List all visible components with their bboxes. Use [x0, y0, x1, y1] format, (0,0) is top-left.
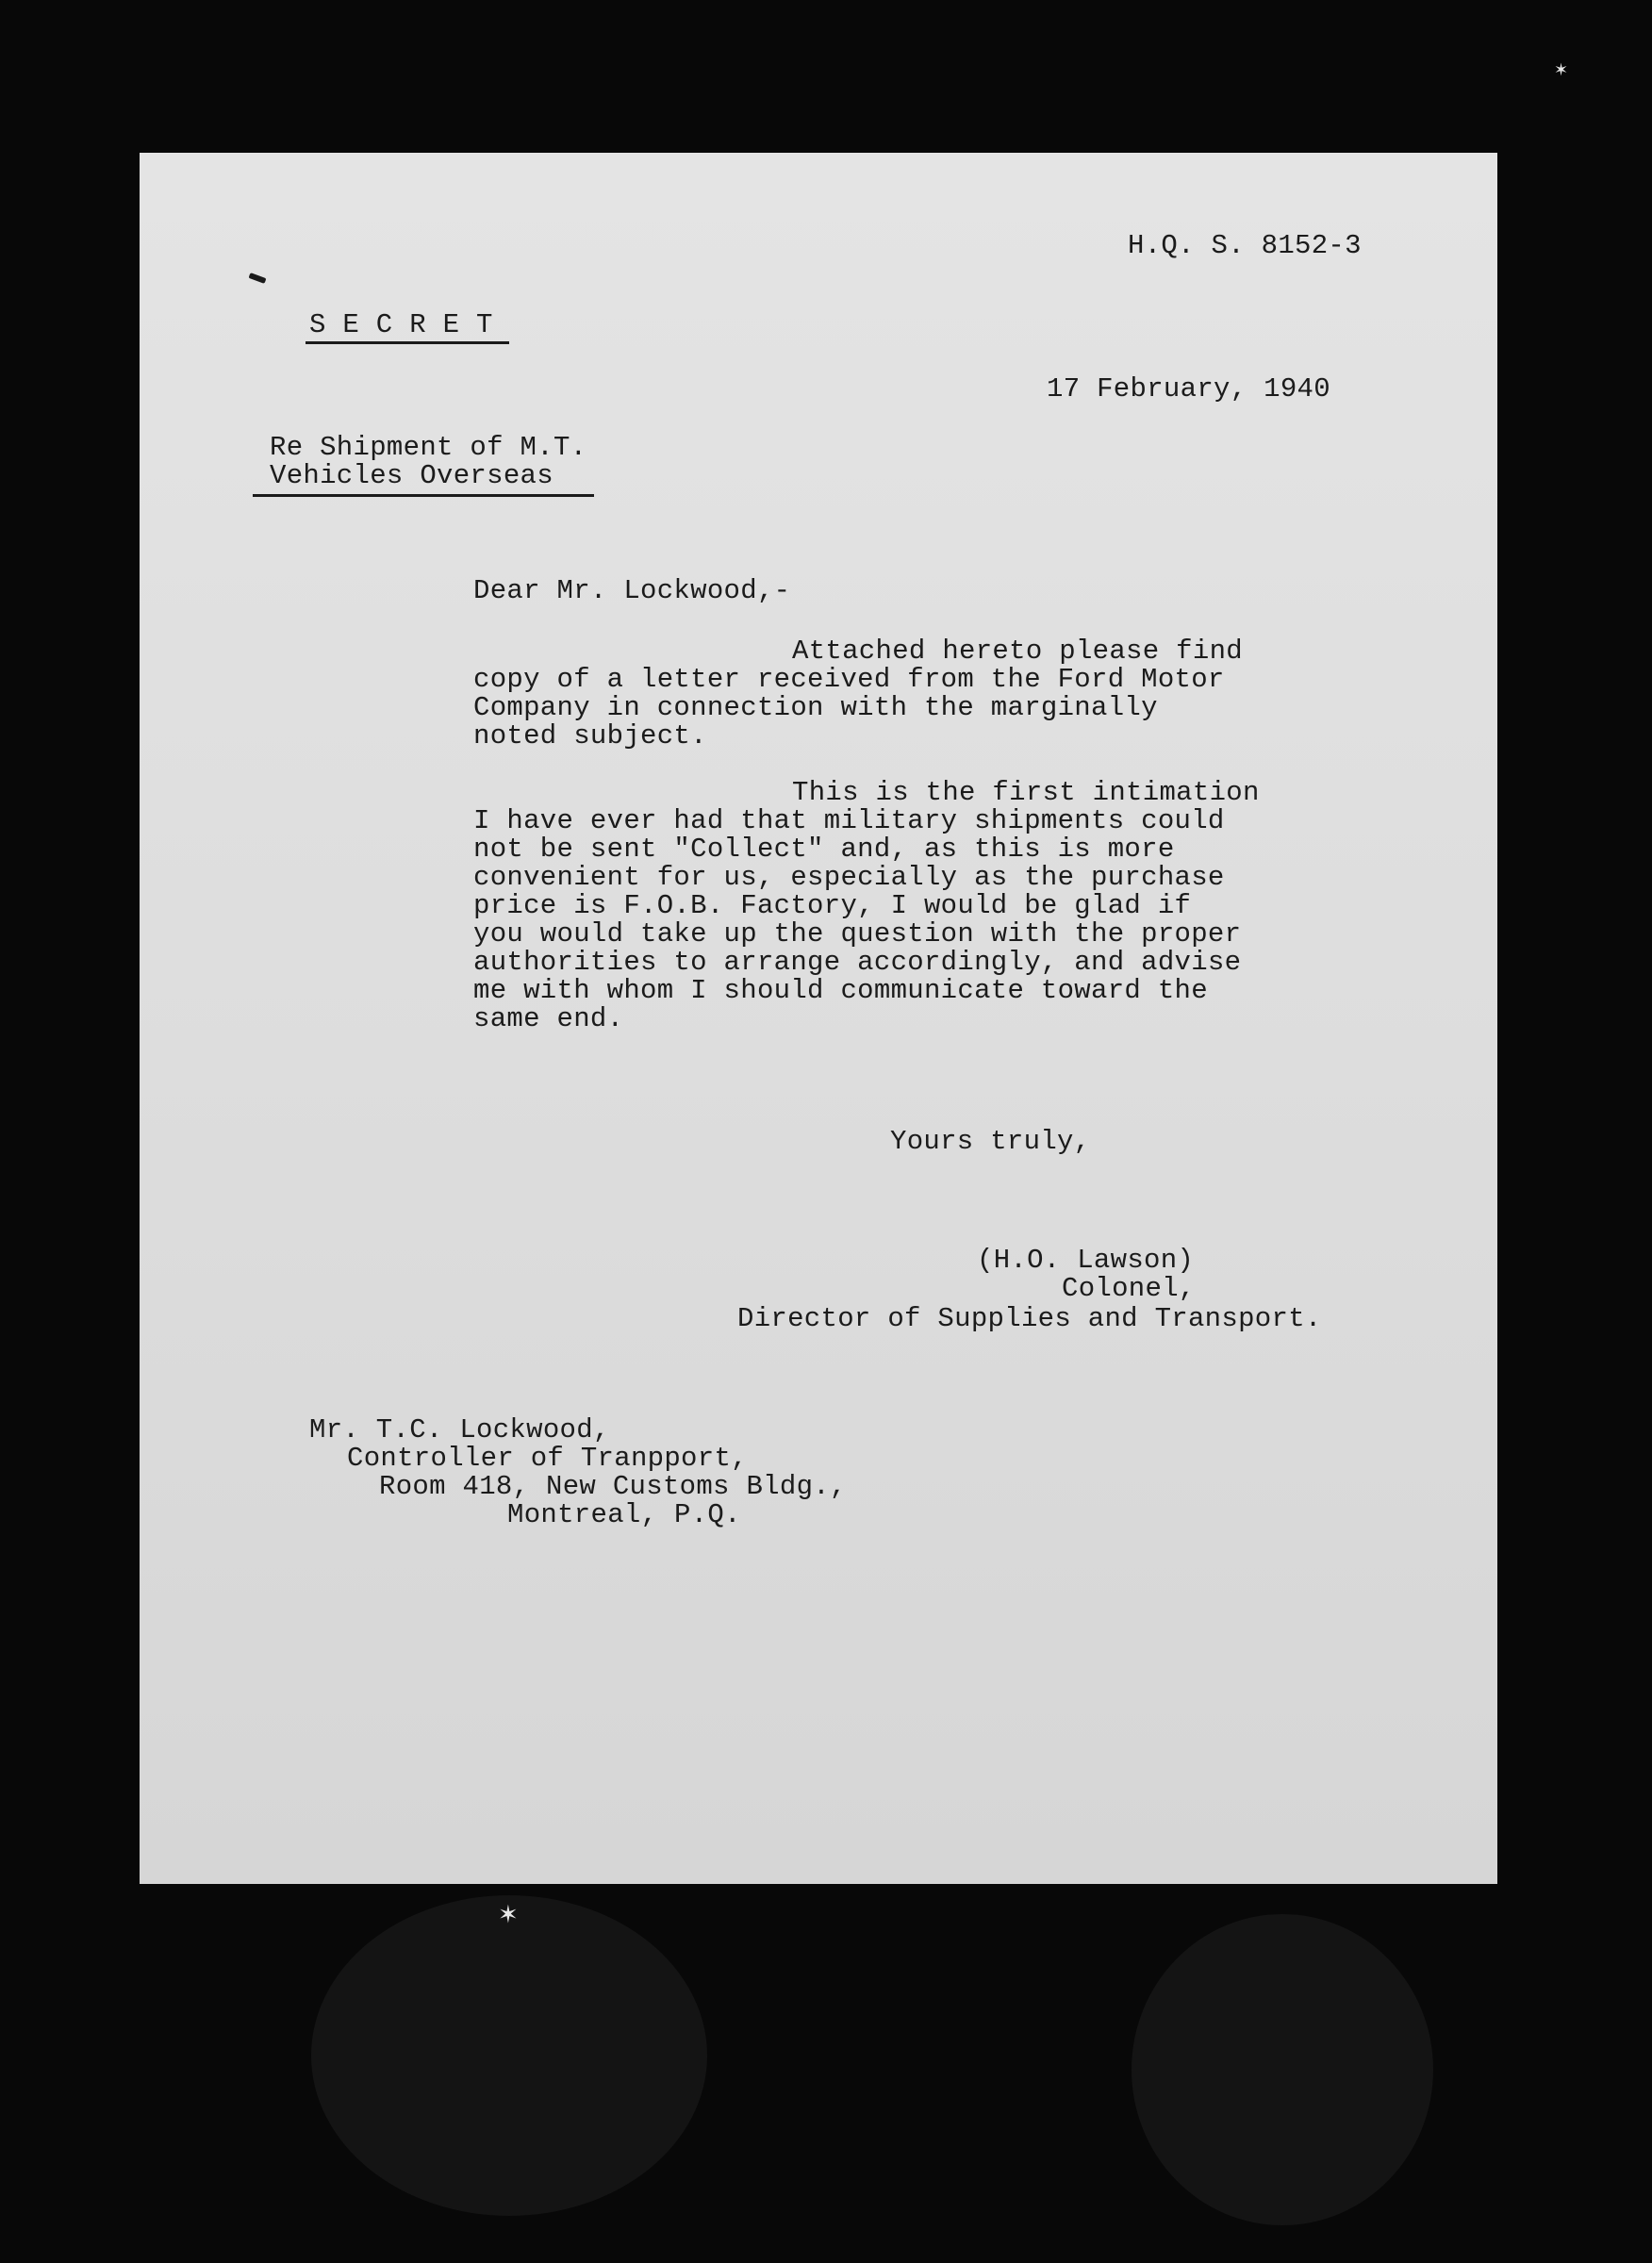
signature-title: Director of Supplies and Transport.: [737, 1303, 1322, 1334]
letter-date: 17 February, 1940: [1047, 373, 1330, 405]
classification-underline: [306, 341, 509, 344]
paragraph-2-line-1: This is the first intimation: [792, 777, 1260, 808]
ink-speck: [249, 273, 267, 284]
paragraph-2-line-4: convenient for us, especially as the purchase: [473, 862, 1225, 893]
paragraph-1-line-3: Company in connection with the marginally: [473, 692, 1158, 723]
signature-name: (H.O. Lawson): [977, 1245, 1195, 1276]
file-reference: H.Q. S. 8152-3: [1128, 230, 1362, 261]
paragraph-2-line-8: me with whom I should communicate toward the: [473, 975, 1208, 1006]
salutation: Dear Mr. Lockwood,-: [473, 575, 791, 606]
letter-page: [140, 153, 1497, 1884]
addressee-line-1: Mr. T.C. Lockwood,: [309, 1414, 610, 1445]
subject-line-2: Vehicles Overseas: [270, 460, 553, 491]
paragraph-2-line-7: authorities to arrange accordingly, and advise: [473, 947, 1242, 978]
film-speck-bottom: ✶: [498, 1901, 519, 1929]
addressee-line-4: Montreal, P.Q.: [507, 1499, 741, 1530]
addressee-line-3: Room 418, New Customs Bldg.,: [379, 1471, 847, 1502]
subject-line-1: Re Shipment of M.T.: [270, 432, 587, 463]
backdrop-shadow-right: [1132, 1914, 1433, 2225]
paragraph-2-line-2: I have ever had that military shipments could: [473, 805, 1225, 836]
paragraph-2-line-9: same end.: [473, 1003, 624, 1034]
closing: Yours truly,: [890, 1126, 1091, 1157]
paragraph-1-line-4: noted subject.: [473, 720, 707, 752]
subject-underline: [253, 494, 594, 497]
signature-rank: Colonel,: [1062, 1273, 1196, 1304]
paragraph-1-line-2: copy of a letter received from the Ford Motor: [473, 664, 1225, 695]
paragraph-2-line-3: not be sent "Collect" and, as this is more: [473, 834, 1175, 865]
backdrop-shadow-left: [311, 1895, 707, 2216]
paragraph-2-line-6: you would take up the question with the proper: [473, 918, 1242, 950]
paragraph-2-line-5: price is F.O.B. Factory, I would be glad if: [473, 890, 1192, 921]
film-speck-top-right: ✶: [1554, 60, 1569, 80]
addressee-line-2: Controller of Tranpport,: [347, 1443, 748, 1474]
paragraph-1-line-1: Attached hereto please find: [792, 636, 1243, 667]
classification-stamp: S E C R E T: [309, 309, 493, 340]
